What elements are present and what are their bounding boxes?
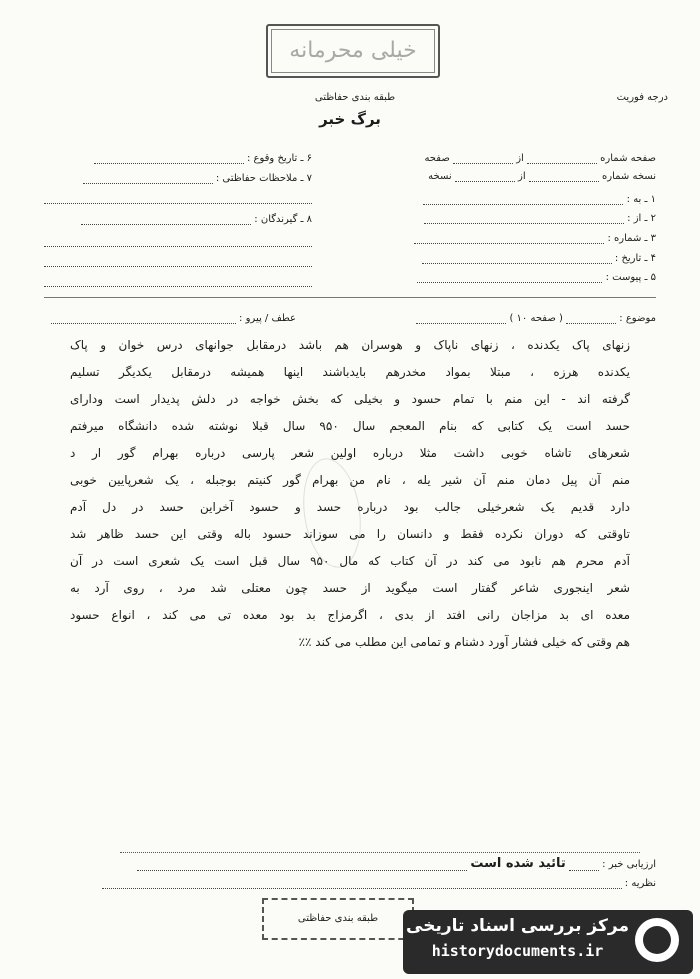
field-label: صفحه شماره [600, 153, 656, 164]
field-blank [424, 213, 624, 224]
field-blank [83, 173, 213, 184]
body-line: شعرهای تاشاه خوبی داشت مثلا درباره اولین شعر پارسی درباره بهرام گور ار د [70, 446, 630, 460]
field-blank [416, 313, 506, 324]
field-blank [569, 860, 599, 871]
field-recipients [81, 214, 312, 225]
field-evaluation [137, 856, 656, 871]
body-line: آدم محرم هم نابود می کند در آن کتاب که مال ۹۵۰ سال قبل است یک شعری است در آن [70, 554, 630, 568]
body-line: تاوقتی که دوران نکرده فقط و دانسان را می سوزاند حسود باله وقتی این حسد ظاهر شد [70, 527, 630, 541]
top-classification-stamp [266, 24, 440, 78]
field-blank [453, 153, 513, 164]
field-label: ۷ ـ ملاحظات حفاظتی : [215, 173, 312, 184]
body-line: گرفته اند - این منم با تمام حسود و بخیلی که بخش خواجه در دلش پدیدار است ودارای [70, 392, 630, 406]
field-blank [423, 194, 623, 205]
field-label: ۸ ـ گیرندگان : [254, 214, 312, 225]
subject-value: ( صفحه ۱۰ ) [509, 313, 563, 324]
top-stamp-text: خیلی محرمانه [289, 38, 417, 63]
body-line: شعر اینجوری شاعر گفتار است میگوید از حسد چون معتلی شد مرد ، روی آرد به [70, 581, 630, 595]
field-security-notes [83, 173, 312, 184]
report-body [70, 332, 630, 656]
field-blank [44, 276, 312, 287]
archive-name: مرکز بررسی اسناد تاریخی [406, 916, 629, 936]
field-blank [137, 860, 467, 871]
field-to [423, 194, 656, 205]
field-label: ۶ ـ تاریخ وقوع : [246, 153, 312, 164]
body-line: زنهای پاک یکدنده ، زنهای ناپاک و هوسران هم باشد درمقابل جوانهای درس خوان و پاک [70, 338, 630, 352]
field-label: ۵ ـ پیوست : [605, 272, 656, 283]
body-line: هم وقتی که خیلی فشار آورد دشنام و تمامی این مطلب می کند ٪٪ [298, 635, 630, 649]
field-number [414, 233, 656, 244]
field-reference [51, 313, 296, 324]
field-label: ۴ ـ تاریخ : [614, 253, 656, 264]
field-blank [417, 272, 602, 283]
bottom-stamp-text: طبقه بندی حفاظتی [297, 913, 379, 924]
field-blank [455, 171, 515, 182]
field-blank [44, 236, 312, 247]
field-label: ۱ ـ به : [626, 194, 656, 205]
reference-label: عطف / پیرو : [239, 313, 296, 324]
body-line: دارد قدیم یک شعرخیلی جالب بود درباره حسد و حسود آخراین حسد در دل آدم [70, 500, 630, 514]
field-blank [414, 233, 604, 244]
evaluation-value: تائید شده است [470, 856, 566, 871]
field-blank [102, 878, 622, 889]
field-opinion [102, 878, 656, 889]
field-label: نسخه شماره [602, 171, 656, 182]
body-line: معده ای بد مزاجان رانی افتد از بدی ، اگرمزاج بد بود معده تی می کند ، انواع حسود [70, 608, 630, 622]
field-attachment [417, 272, 656, 283]
field-blank [566, 313, 616, 324]
archive-url: historydocuments.ir [431, 942, 604, 960]
field-label: ۳ ـ شماره : [607, 233, 656, 244]
header-divider [44, 297, 656, 298]
evaluation-label: ارزیابی خبر : [602, 859, 656, 870]
priority-level-label: درجه فوریت [616, 92, 668, 103]
field-date [422, 253, 656, 264]
field-subject [416, 313, 656, 324]
field-blank [44, 193, 312, 204]
field-page-number [424, 153, 656, 164]
field-label: از [518, 171, 526, 182]
opinion-label: نظریه : [624, 878, 656, 889]
field-copy-number [428, 171, 656, 182]
field-from [424, 213, 656, 224]
field-blank [422, 253, 612, 264]
evaluation-rule [120, 852, 640, 853]
body-line: منم آن پیل دمان منم آن شیر یله ، نام من بهرام گور کنیتم بوجبله ، یک شعرپایین خوبی [70, 473, 630, 487]
body-line: حسد است یک کتابی که بنام المعجم سال ۹۵۰ سال قبلا نوشته شده دانشگاه میرفتم [70, 419, 630, 433]
field-blank [44, 256, 312, 267]
field-blank [527, 153, 597, 164]
field-blank [51, 313, 236, 324]
form-title: برگ خبر [319, 110, 381, 128]
field-label: نسخه [428, 171, 452, 182]
archive-emblem-inner [643, 926, 671, 954]
classification-level-label: طبقه بندی حفاظتی [314, 92, 396, 103]
field-blank [94, 153, 244, 164]
field-label: صفحه [424, 153, 450, 164]
subject-label: موضوع : [619, 313, 656, 324]
field-label: از [516, 153, 524, 164]
field-blank [81, 214, 251, 225]
field-occurrence-date [94, 153, 312, 164]
field-blank [529, 171, 599, 182]
field-label: ۲ ـ از : [627, 213, 656, 224]
bottom-classification-stamp [262, 898, 414, 940]
body-line: یکدنده هرزه ، مبتلا بمواد مخدرهم بایدباشند اینها همیشه درمقابل یکدیگر تسلیم [70, 365, 630, 379]
